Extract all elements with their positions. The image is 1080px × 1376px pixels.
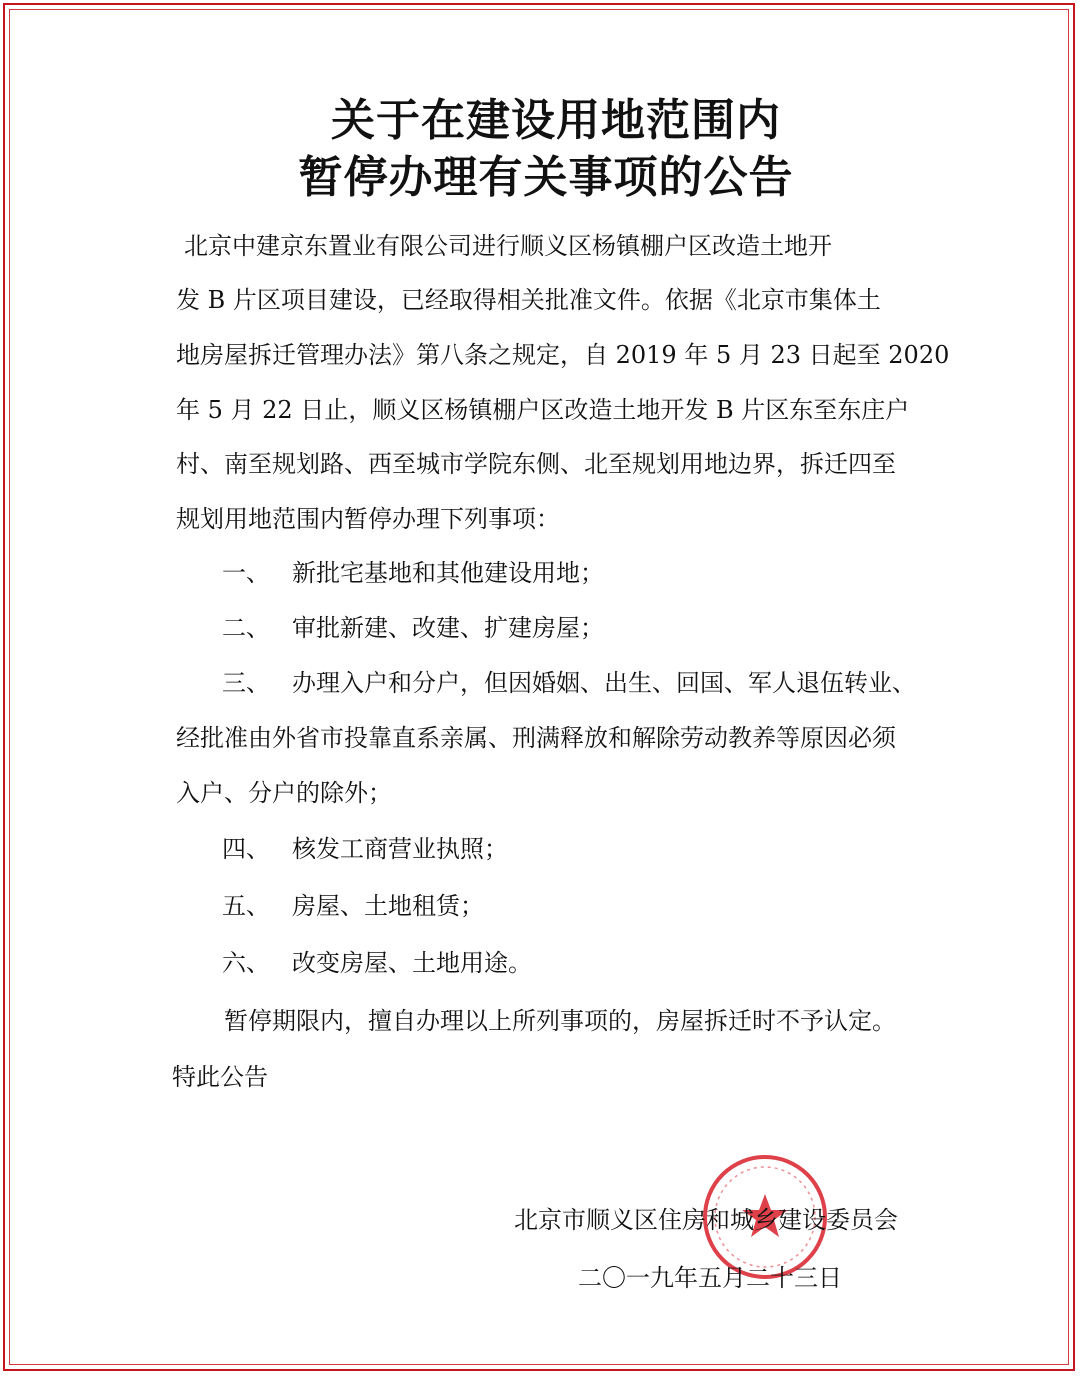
closing-statement: 暂停期限内，擅自办理以上所列事项的，房屋拆迁时不予认定。 xyxy=(224,1007,896,1035)
list-item-text: 改变房屋、土地用途。 xyxy=(292,949,532,977)
list-item-number: 四、 xyxy=(222,835,270,863)
list-item-continuation: 入户、分户的除外； xyxy=(176,779,392,807)
issue-date: 二〇一九年五月二十三日 xyxy=(578,1264,842,1292)
list-item-number: 二、 xyxy=(222,614,270,642)
issuing-organization: 北京市顺义区住房和城乡建设委员会 xyxy=(514,1206,898,1234)
intro-line: 北京中建京东置业有限公司进行顺义区杨镇棚户区改造土地开 xyxy=(184,232,832,260)
intro-line: 规划用地范围内暂停办理下列事项： xyxy=(176,505,560,533)
list-item-continuation: 经批准由外省市投靠直系亲属、刑满释放和解除劳动教养等原因必须 xyxy=(176,724,896,752)
list-item-text: 办理入户和分户，但因婚姻、出生、回国、军人退伍转业、 xyxy=(292,669,916,697)
list-item-text: 审批新建、改建、扩建房屋； xyxy=(292,614,604,642)
list-item-number: 三、 xyxy=(222,669,270,697)
intro-line: 发 B 片区项目建设，已经取得相关批准文件。依据《北京市集体土 xyxy=(176,286,881,314)
notice-phrase: 特此公告 xyxy=(172,1063,268,1091)
list-item-text: 新批宅基地和其他建设用地； xyxy=(292,559,604,587)
list-item-number: 六、 xyxy=(222,949,270,977)
list-item-number: 五、 xyxy=(222,892,270,920)
notice-title-line2: 暂停办理有关事项的公告 xyxy=(298,152,794,203)
list-item-text: 房屋、土地租赁； xyxy=(292,892,484,920)
intro-line: 地房屋拆迁管理办法》第八条之规定，自 2019 年 5 月 23 日起至 2020 xyxy=(176,341,950,369)
intro-line: 年 5 月 22 日止，顺义区杨镇棚户区改造土地开发 B 片区东至东庄户 xyxy=(176,396,910,424)
list-item-number: 一、 xyxy=(222,559,270,587)
notice-title-line1: 关于在建设用地范围内 xyxy=(331,95,781,146)
list-item-text: 核发工商营业执照； xyxy=(292,835,508,863)
intro-line: 村、南至规划路、西至城市学院东侧、北至规划用地边界，拆迁四至 xyxy=(176,450,896,478)
